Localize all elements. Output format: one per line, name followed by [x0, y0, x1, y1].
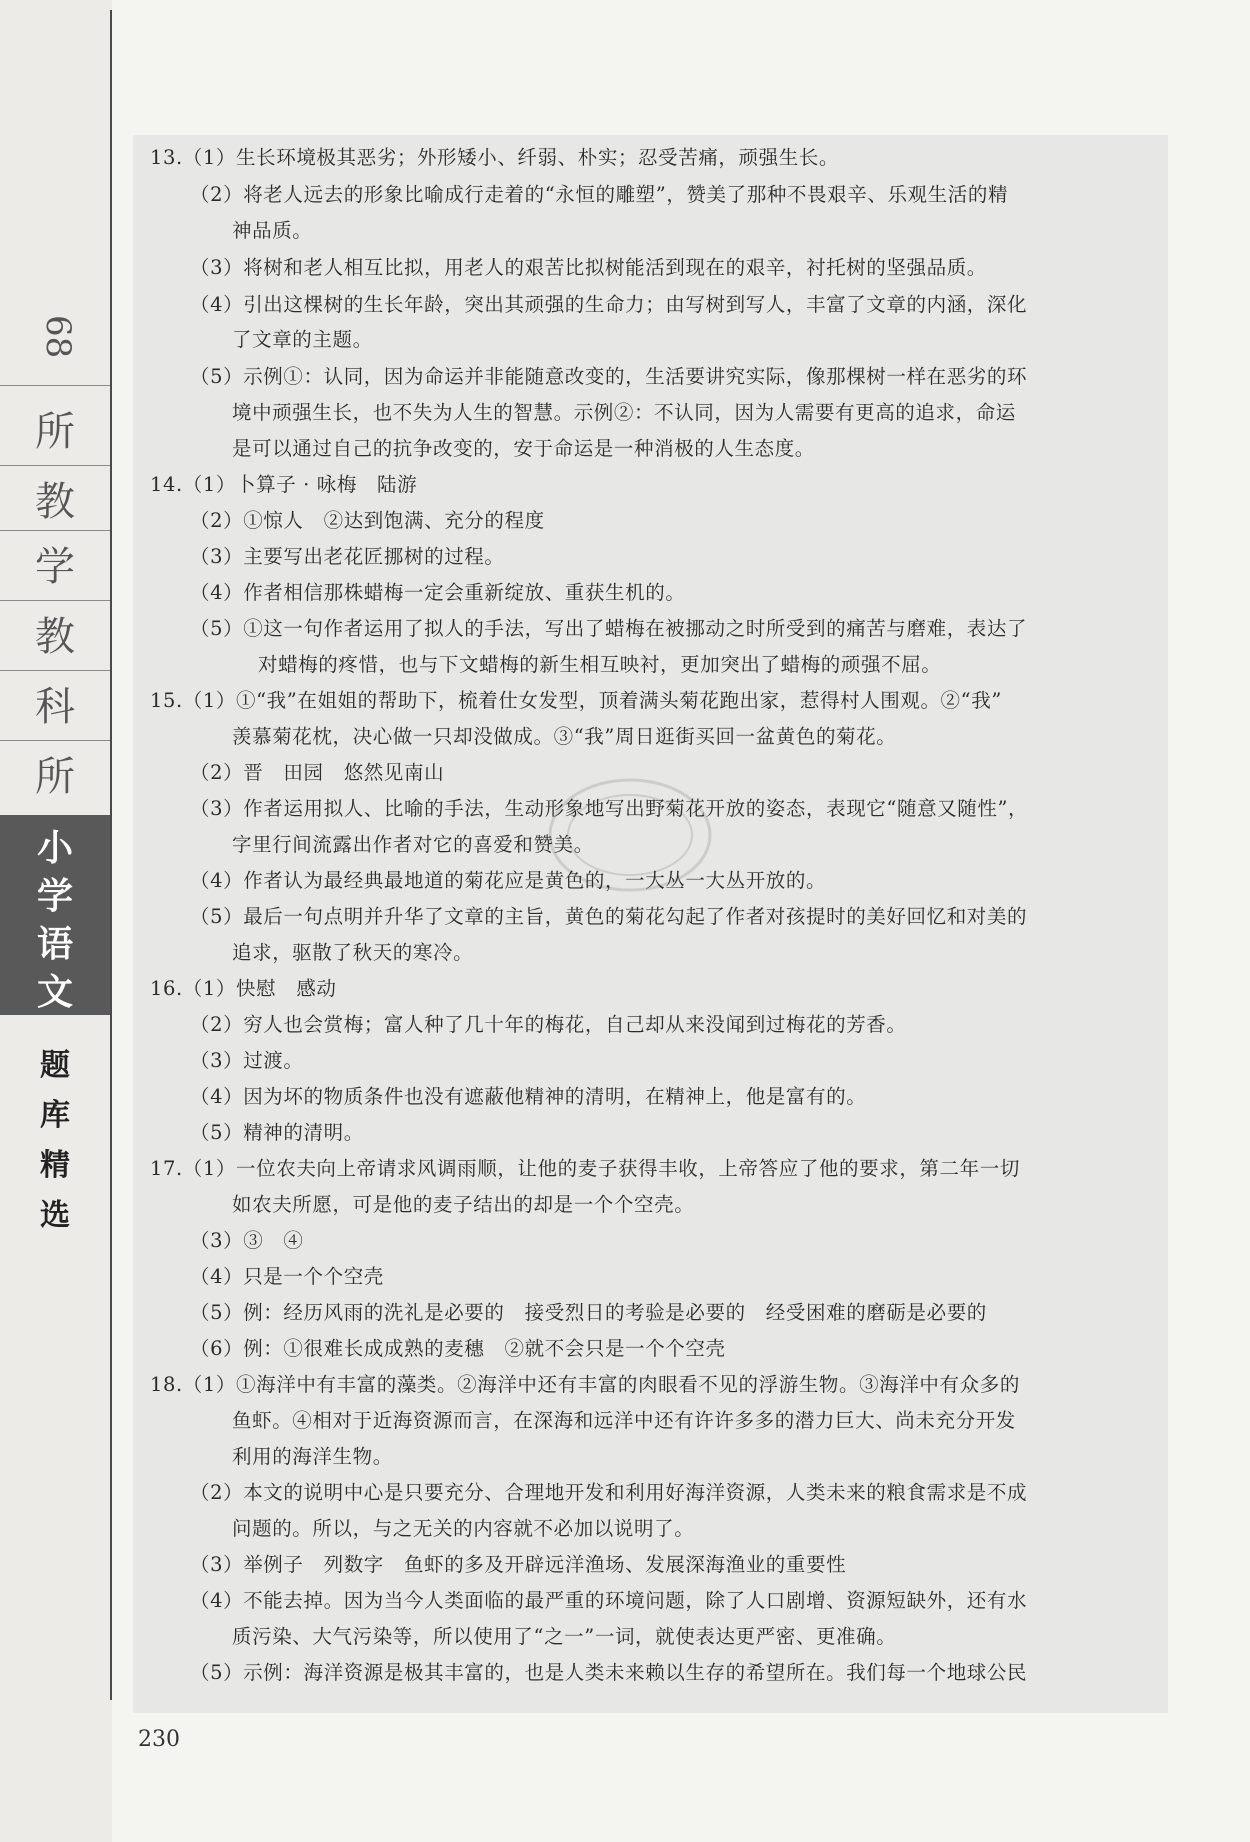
side-rule: [110, 10, 112, 1700]
answer-line: （2）晋 田园 悠然见南山: [190, 761, 445, 784]
answer-line: （3）过渡。: [190, 1049, 304, 1072]
subject-char: 学: [36, 876, 73, 917]
side-char: 学: [35, 544, 75, 590]
answer-line: （4）作者认为最经典最地道的菊花应是黄色的，一大丛一大丛开放的。: [190, 869, 827, 892]
side-divider: [0, 530, 110, 531]
answer-line: 15.（1）①“我”在姐姐的帮助下，梳着仕女发型，顶着满头菊花跑出家，惹得村人围观。②“我”: [150, 689, 1002, 712]
answer-line: 如农夫所愿，可是他的麦子结出的却是一个个空壳。: [232, 1193, 695, 1216]
answer-line: （5）①这一句作者运用了拟人的手法，写出了蜡梅在被挪动之时所受到的痛苦与磨难，表达了: [190, 617, 1028, 640]
answer-line: （2）将老人远去的形象比喻成行走着的“永恒的雕塑”，赞美了那种不畏艰辛、乐观生活的精: [190, 183, 1009, 206]
answer-line: （5）示例：海洋资源是极其丰富的，也是人类未来赖以生存的希望所在。我们每一个地球公民: [190, 1661, 1028, 1684]
side-char: 教: [35, 614, 75, 660]
answer-line: （5）精神的清明。: [190, 1121, 364, 1144]
answer-line: 16.（1）快慰 感动: [150, 977, 337, 1000]
answer-line: 13.（1）生长环境极其恶劣；外形矮小、纤弱、朴实；忍受苦痛，顽强生长。: [150, 146, 840, 169]
answer-line: （3）将树和老人相互比拟，用老人的艰苦比拟树能活到现在的艰辛，衬托树的坚强品质。: [190, 256, 987, 279]
answer-line: 对蜡梅的疼惜，也与下文蜡梅的新生相互映衬，更加突出了蜡梅的顽强不屈。: [258, 653, 942, 676]
side-char: 科: [35, 684, 75, 730]
answer-line: 羡慕菊花枕，决心做一只却没做成。③“我”周日逛街买回一盆黄色的菊花。: [232, 725, 897, 748]
side-char: 教: [35, 479, 75, 525]
answer-line: （5）示例①：认同，因为命运并非能随意改变的，生活要讲究实际，像那棵树一样在恶劣的环: [190, 365, 1028, 388]
answer-line: （2）本文的说明中心是只要充分、合理地开发和利用好海洋资源，人类未来的粮食需求是不成: [190, 1481, 1028, 1504]
side-number: 68: [38, 315, 78, 359]
side-divider: [0, 740, 110, 741]
side-char: 所: [35, 754, 75, 800]
answer-line: （5）最后一句点明并升华了文章的主旨，黄色的菊花勾起了作者对孩提时的美好回忆和对美的: [190, 905, 1028, 928]
answer-line: （6）例：①很难长成成熟的麦穗 ②就不会只是一个个空壳: [190, 1337, 726, 1360]
answer-line: （4）作者相信那株蜡梅一定会重新绽放、重获生机的。: [190, 581, 686, 604]
answer-line: 14.（1）卜算子 · 咏梅 陆游: [150, 473, 418, 496]
side-divider: [0, 600, 110, 601]
answer-line: 利用的海洋生物。: [232, 1445, 393, 1468]
answer-line: （2）穷人也会赏梅；富人种了几十年的梅花，自己却从来没闻到过梅花的芳香。: [190, 1013, 907, 1036]
section-char: 题: [40, 1048, 70, 1083]
side-divider: [0, 670, 110, 671]
answer-line: 是可以通过自己的抗争改变的，安于命运是一种消极的人生态度。: [232, 437, 815, 460]
answer-line: （4）因为坏的物质条件也没有遮蔽他精神的清明，在精神上，他是富有的。: [190, 1085, 867, 1108]
answer-line: 神品质。: [232, 219, 313, 242]
answer-line: 了文章的主题。: [232, 328, 373, 351]
answer-line: （3）主要写出老花匠挪树的过程。: [190, 545, 505, 568]
answer-line: （4）只是一个个空壳: [190, 1265, 384, 1288]
answer-line: 18.（1）①海洋中有丰富的藻类。②海洋中还有丰富的肉眼看不见的浮游生物。③海洋中有众多的: [150, 1373, 1020, 1396]
answer-line: （4）引出这棵树的生长年龄，突出其顽强的生命力；由写树到写人，丰富了文章的内涵，深化: [190, 293, 1028, 316]
answer-line: （5）例：经历风雨的洗礼是必要的 接受烈日的考验是必要的 经受困难的磨砺是必要的: [190, 1301, 987, 1324]
answer-line: （3）③ ④: [190, 1229, 304, 1252]
side-char: 所: [35, 409, 75, 455]
subject-char: 小: [36, 828, 73, 869]
answer-line: （3）作者运用拟人、比喻的手法，生动形象地写出野菊花开放的姿态，表现它“随意又随性”，: [190, 797, 1029, 820]
answer-line: （3）举例子 列数字 鱼虾的多及开辟远洋渔场、发展深海渔业的重要性: [190, 1553, 847, 1576]
section-char: 库: [40, 1098, 70, 1133]
page-number: 230: [138, 1727, 180, 1752]
answer-line: 鱼虾。④相对于近海资源而言，在深海和远洋中还有许许多多的潜力巨大、尚未充分开发: [232, 1409, 1016, 1432]
side-divider: [0, 385, 110, 386]
subject-char: 文: [36, 972, 73, 1013]
side-divider: [0, 465, 110, 466]
answer-line: 问题的。所以，与之无关的内容就不必加以说明了。: [232, 1517, 695, 1540]
answer-line: （2）①惊人 ②达到饱满、充分的程度: [190, 509, 545, 532]
section-char: 精: [40, 1148, 70, 1183]
answer-line: 追求，驱散了秋天的寒冷。: [232, 941, 474, 964]
answer-line: 17.（1）一位农夫向上帝请求风调雨顺，让他的麦子获得丰收，上帝答应了他的要求，第二年一切: [150, 1157, 1020, 1180]
subject-char: 语: [36, 924, 73, 965]
answer-line: 境中顽强生长，也不失为人生的智慧。示例②：不认同，因为人需要有更高的追求，命运: [232, 401, 1016, 424]
side-band: [0, 0, 112, 1842]
section-char: 选: [40, 1198, 70, 1233]
answer-line: 质污染、大气污染等，所以使用了“之一”一词，就使表达更严密、更准确。: [232, 1625, 897, 1648]
answer-line: （4）不能去掉。因为当今人类面临的最严重的环境问题，除了人口剧增、资源短缺外，还有水: [190, 1589, 1028, 1612]
answer-line: 字里行间流露出作者对它的喜爱和赞美。: [232, 833, 594, 856]
